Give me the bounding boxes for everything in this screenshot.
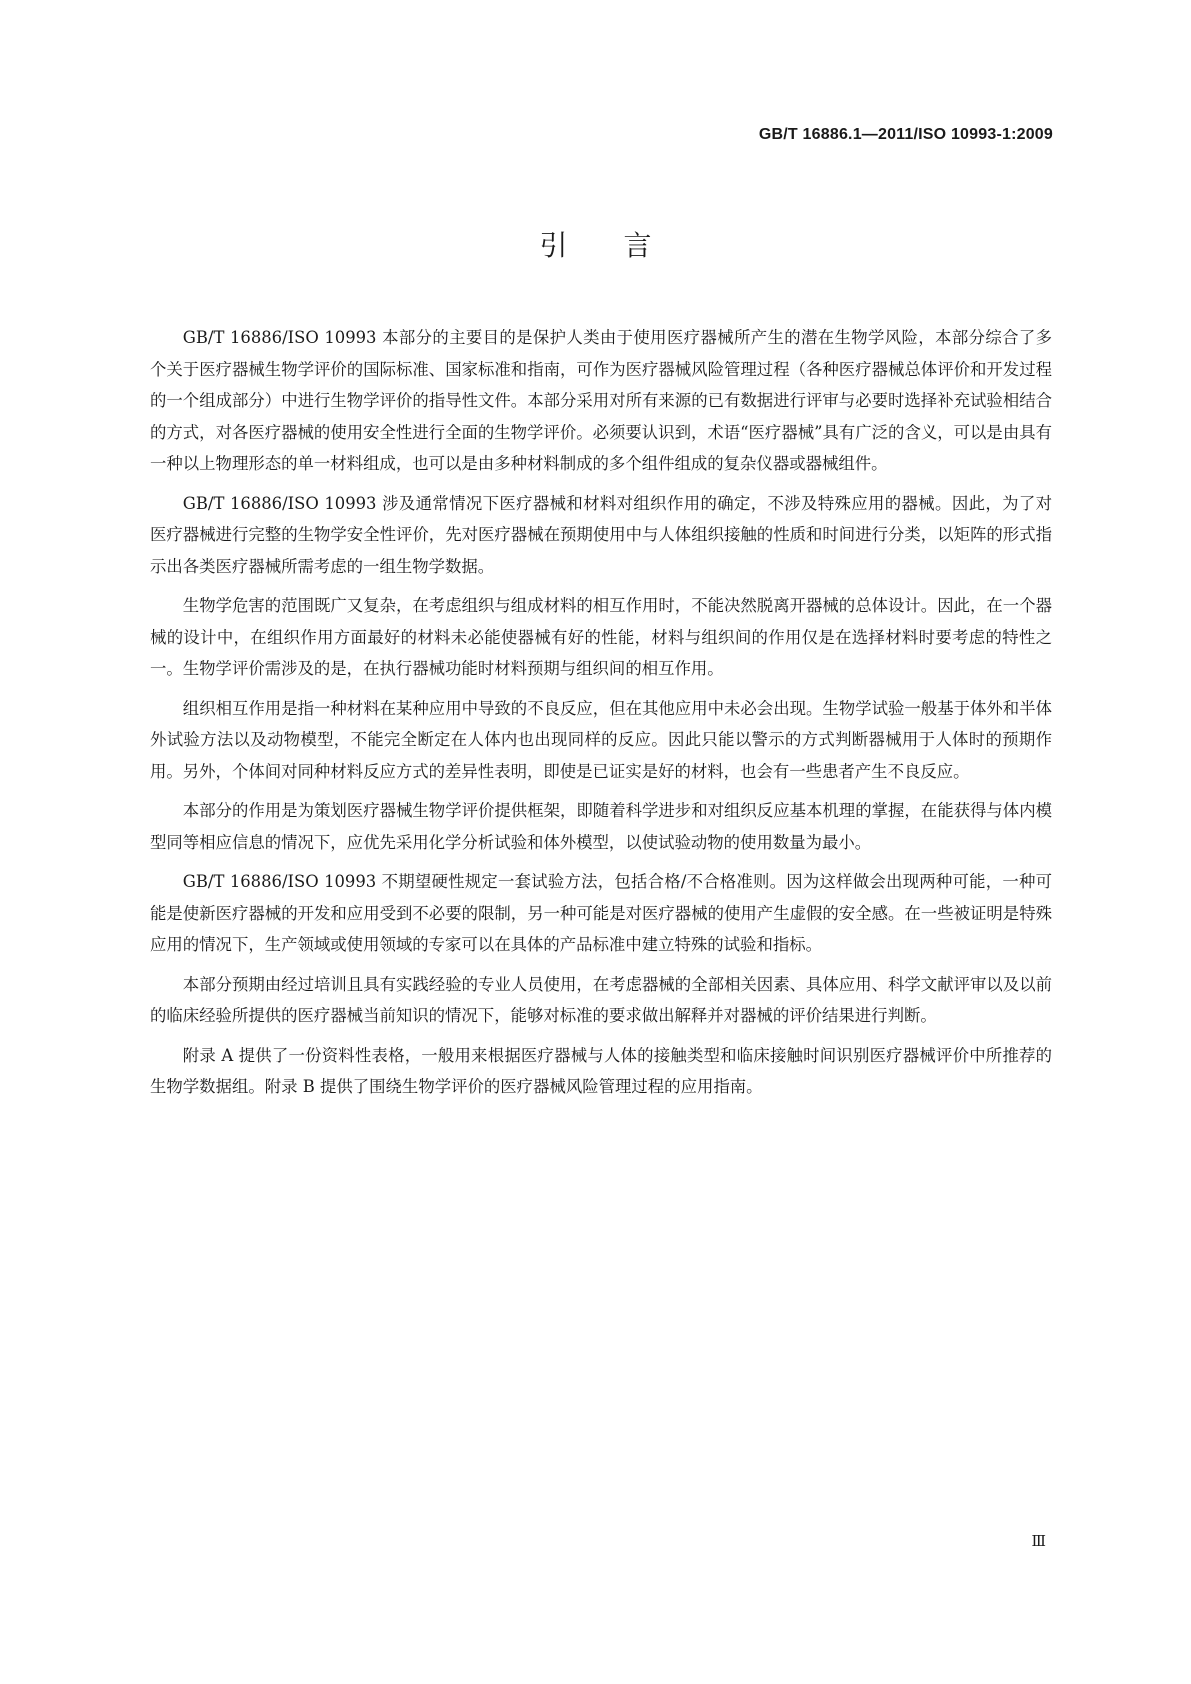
paragraph-5: 本部分的作用是为策划医疗器械生物学评价提供框架，即随着科学进步和对组织反应基本机理的掌握，在能获得与体内模型同等相应信息的情况下，应优先采用化学分析试验和体外模型，以使试验动物的使用数量为最小。 — [150, 801, 1052, 852]
paragraph-2: GB/T 16886/ISO 10993 涉及通常情况下医疗器械和材料对组织作用的确定，不涉及特殊应用的器械。因此，为了对医疗器械进行完整的生物学安全性评价，先对医疗器械在预期使用中与人体组织接触的性质和时间进行分类，以矩阵的形式指示出各类医疗器械所需考虑的一组生物学数据。 — [150, 493, 1052, 576]
paragraph-3: 生物学危害的范围既广又复杂，在考虑组织与组成材料的相互作用时，不能决然脱离开器械的总体设计。因此，在一个器械的设计中，在组织作用方面最好的材料未必能使器械有好的性能，材料与组织间的作用仅是在选择材料时要考虑的特性之一。生物学评价需涉及的是，在执行器械功能时材料预期与组织间的相互作用。 — [150, 596, 1052, 678]
paragraph-7: 本部分预期由经过培训且具有实践经验的专业人员使用，在考虑器械的全部相关因素、具体应用、科学文献评审以及以前的临床经验所提供的医疗器械当前知识的情况下，能够对标准的要求做出解释并对器械的评价结果进行判断。 — [150, 974, 1052, 1025]
paragraph-8: 附录 A 提供了一份资料性表格，一般用来根据医疗器械与人体的接触类型和临床接触时间识别医疗器械评价中所推荐的生物学数据组。附录 B 提供了围绕生物学评价的医疗器械风险管理过程的应用指南。 — [150, 1045, 1052, 1096]
page-number: Ⅲ — [1031, 1532, 1046, 1550]
standard-code: GB/T 16886.1—2011/ISO 10993-1:2009 — [758, 126, 1053, 143]
body-text — [150, 322, 1052, 1111]
paragraph-4: 组织相互作用是指一种材料在某种应用中导致的不良反应，但在其他应用中未必会出现。生物学试验一般基于体外和半体外试验方法以及动物模型，不能完全断定在人体内也出现同样的反应。因此只能以警示的方式判断器械用于人体时的预期作用。另外，个体间对同种材料反应方式的差异性表明，即使是已证实是好的材料，也会有一些患者产生不良反应。 — [150, 698, 1052, 781]
page-title: 引言 — [539, 229, 708, 262]
paragraph-1: GB/T 16886/ISO 10993 本部分的主要目的是保护人类由于使用医疗器械所产生的潜在生物学风险，本部分综合了多个关于医疗器械生物学评价的国际标准、国家标准和指南，可作为医疗器械风险管理过程（各种医疗器械总体评价和开发过程的一个组成部分）中进行生物学评价的指导性文件。本部分采用对所有来源的已有数据进行评审与必要时选择补充试验相结合的方式，对各医疗器械的使用安全性进行全面的生物学评价。必须要认识到，术语“医疗器械”具有广泛的含义，可以是由具有一种以上物理形态的单一材料组成，也可以是由多种材料制成的多个组件组成的复杂仪器或器械组件。 — [150, 328, 1052, 473]
paragraph-6: GB/T 16886/ISO 10993 不期望硬性规定一套试验方法，包括合格/不合格准则。因为这样做会出现两种可能，一种可能是使新医疗器械的开发和应用受到不必要的限制，另一种可能是对医疗器械的使用产生虚假的安全感。在一些被证明是特殊应用的情况下，生产领域或使用领域的专家可以在具体的产品标准中建立特殊的试验和指标。 — [150, 872, 1052, 954]
